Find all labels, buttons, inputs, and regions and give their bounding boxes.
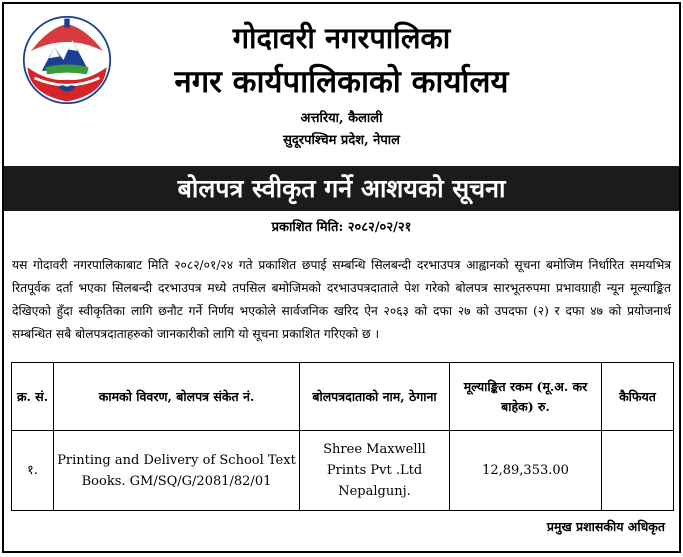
notice-body-paragraph: यस गोदावरी नगरपालिकाबाट मिति २०८२/०१/२४ गते प्रकाशित छपाई सम्बन्धि सिलबन्दी दरभाउपत्र आह्वानको सूचना बमोजिम निर्धारित समयभित्र रितपूर्वक दर्ता भएका सिलबन्दी दरभाउपत्र मध्ये तपसिल बमोजिमको दरभाउपत्रदाताले पेश गरेको बोलपत्र सारभूतरुपमा प्रभावग्राही न्यून मूल्याङ्कित देखिएको हुँदा स्वीकृतिका लागि छनौट गर्ने निर्णय भएकोले सार्वजनिक खरिद ऐन २०६३ को दफा २७ को उपदफा (२) र दफा ४७ को प्रयोजनार्थ सम्बन्धित सबै बोलपत्रदाताहरुको जानकारीको लागि यो सूचना प्रकाशित गरिएको छ । [12, 258, 671, 341]
col-header-serial: क्र. सं. [12, 363, 54, 431]
bid-table [11, 362, 674, 511]
notice-title-banner: बोलपत्र स्वीकृत गर्ने आशयको सूचना [4, 166, 679, 211]
col-header-description: कामको विवरण, बोलपत्र संकेत नं. [54, 363, 300, 431]
cell-bidder: Shree Maxwelll Prints Pvt .Ltd Nepalgunj. [300, 431, 450, 511]
cell-remarks [602, 431, 674, 511]
address-line-2: सुदूरपश्चिम प्रदेश, नेपाल [283, 133, 400, 148]
table-header-row [12, 363, 674, 431]
cell-amount: 12,89,353.00 [450, 431, 602, 511]
cell-description: Printing and Delivery of School Text Books. GM/SQ/G/2081/82/01 [54, 431, 300, 511]
office-name: नगर कार्यपालिकाको कार्यालय [174, 64, 509, 100]
notice-page [2, 2, 681, 553]
address-line-1: अत्तरिया, कैलाली [300, 111, 383, 126]
cell-serial: १. [12, 431, 54, 511]
col-header-bidder: बोलपत्रदाताको नाम, ठेगाना [300, 363, 450, 431]
col-header-amount: मूल्याङ्कित रकम (मू.अ. कर बाहेक) रु. [450, 363, 602, 431]
col-header-remarks: कैफियत [602, 363, 674, 431]
signatory-title: प्रमुख प्रशासकीय अधिकृत [546, 519, 665, 534]
published-date: प्रकाशित मिति: २०८२/०२/२१ [271, 220, 412, 235]
table-row [12, 431, 674, 511]
org-name: गोदावरी नगरपालिका [232, 21, 451, 55]
